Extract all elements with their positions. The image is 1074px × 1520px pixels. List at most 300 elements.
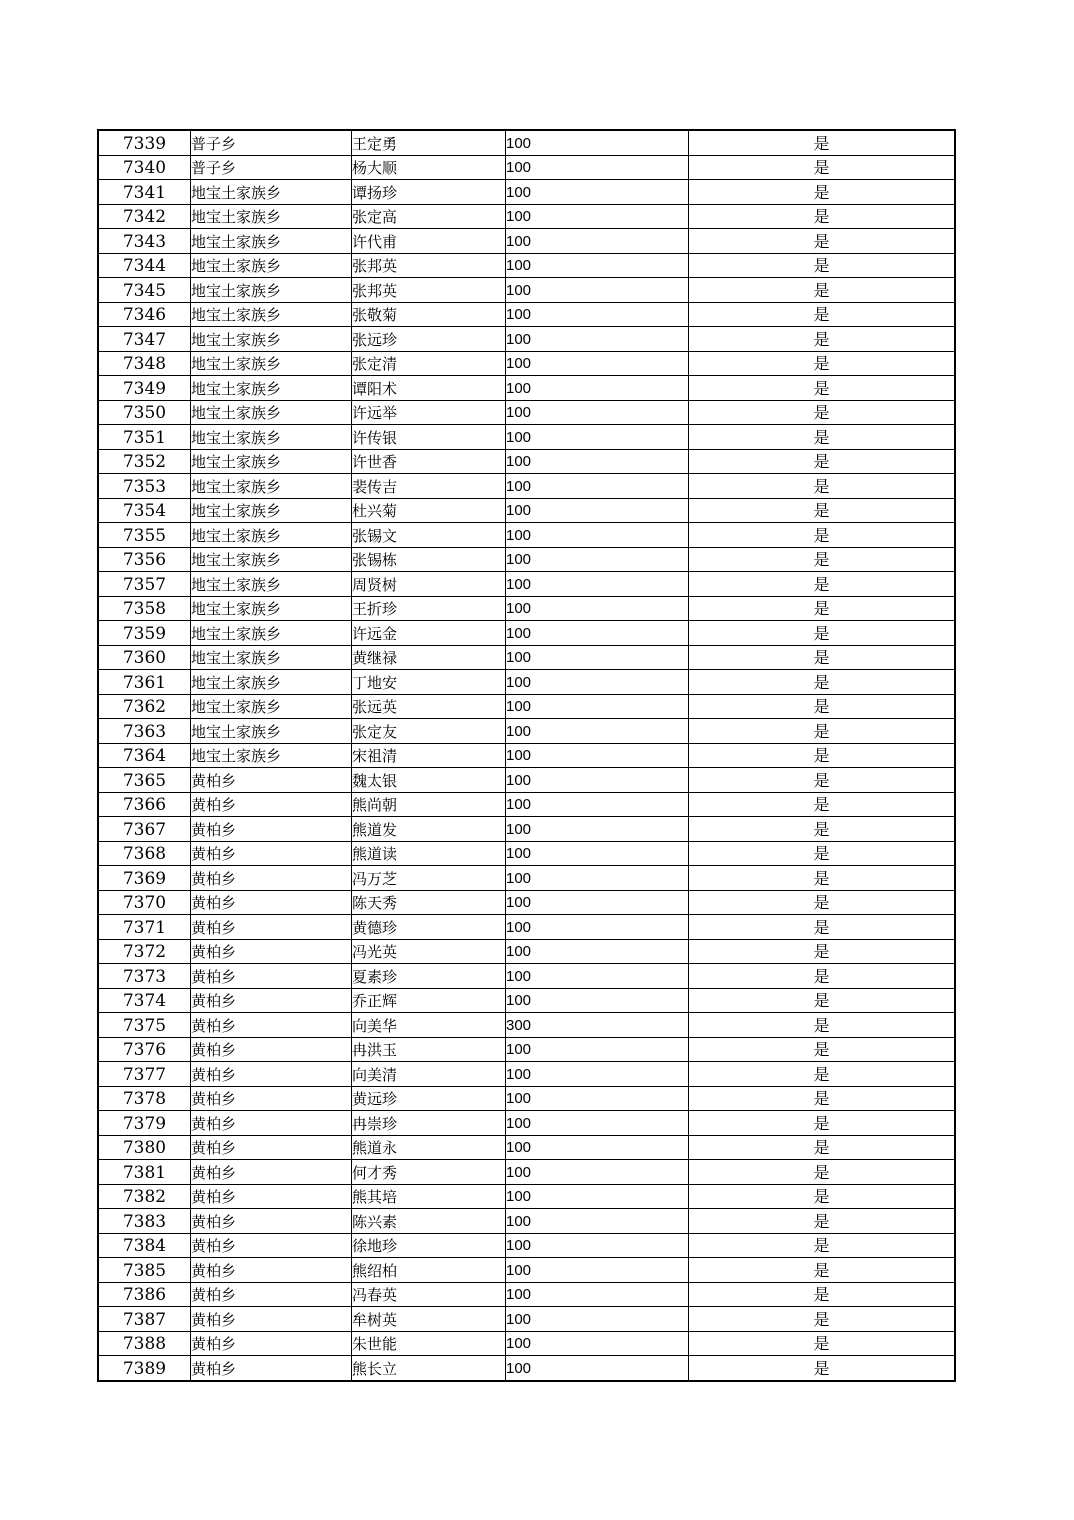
name-cell: 张敬菊 bbox=[352, 302, 506, 327]
amount-cell: 100 bbox=[506, 1160, 689, 1185]
name-cell: 冉洪玉 bbox=[352, 1037, 506, 1062]
status-cell: 是 bbox=[689, 964, 956, 989]
amount-cell: 100 bbox=[506, 694, 689, 719]
amount-cell: 100 bbox=[506, 327, 689, 352]
township-cell: 普子乡 bbox=[191, 130, 352, 155]
table-row bbox=[98, 1160, 955, 1185]
township-cell: 地宝土家族乡 bbox=[191, 645, 352, 670]
row-number-cell: 7373 bbox=[98, 964, 191, 989]
township-cell: 黄柏乡 bbox=[191, 841, 352, 866]
name-cell: 张邦英 bbox=[352, 253, 506, 278]
township-cell: 地宝土家族乡 bbox=[191, 229, 352, 254]
name-cell: 许远金 bbox=[352, 621, 506, 646]
amount-cell: 100 bbox=[506, 621, 689, 646]
amount-cell: 100 bbox=[506, 523, 689, 548]
name-cell: 冉崇珍 bbox=[352, 1111, 506, 1136]
amount-cell: 100 bbox=[506, 376, 689, 401]
amount-cell: 100 bbox=[506, 645, 689, 670]
name-cell: 张定清 bbox=[352, 351, 506, 376]
status-cell: 是 bbox=[689, 449, 956, 474]
name-cell: 何才秀 bbox=[352, 1160, 506, 1185]
table-row bbox=[98, 425, 955, 450]
table-row bbox=[98, 964, 955, 989]
name-cell: 陈天秀 bbox=[352, 890, 506, 915]
status-cell: 是 bbox=[689, 1282, 956, 1307]
amount-cell: 100 bbox=[506, 596, 689, 621]
name-cell: 黄继禄 bbox=[352, 645, 506, 670]
status-cell: 是 bbox=[689, 253, 956, 278]
township-cell: 黄柏乡 bbox=[191, 1135, 352, 1160]
amount-cell: 100 bbox=[506, 155, 689, 180]
township-cell: 黄柏乡 bbox=[191, 964, 352, 989]
amount-cell: 100 bbox=[506, 474, 689, 499]
row-number-cell: 7385 bbox=[98, 1258, 191, 1283]
amount-cell: 100 bbox=[506, 768, 689, 793]
table-row bbox=[98, 1062, 955, 1087]
township-cell: 黄柏乡 bbox=[191, 1184, 352, 1209]
row-number-cell: 7372 bbox=[98, 939, 191, 964]
table-row bbox=[98, 302, 955, 327]
row-number-cell: 7386 bbox=[98, 1282, 191, 1307]
township-cell: 黄柏乡 bbox=[191, 1013, 352, 1038]
amount-cell: 100 bbox=[506, 302, 689, 327]
amount-cell: 100 bbox=[506, 817, 689, 842]
township-cell: 黄柏乡 bbox=[191, 915, 352, 940]
row-number-cell: 7354 bbox=[98, 498, 191, 523]
table-row bbox=[98, 1111, 955, 1136]
table-row bbox=[98, 400, 955, 425]
name-cell: 裴传吉 bbox=[352, 474, 506, 499]
table-body bbox=[98, 130, 955, 1381]
name-cell: 许世香 bbox=[352, 449, 506, 474]
table-row bbox=[98, 719, 955, 744]
amount-cell: 100 bbox=[506, 841, 689, 866]
township-cell: 黄柏乡 bbox=[191, 939, 352, 964]
township-cell: 黄柏乡 bbox=[191, 1086, 352, 1111]
name-cell: 徐地珍 bbox=[352, 1233, 506, 1258]
row-number-cell: 7345 bbox=[98, 278, 191, 303]
township-cell: 地宝土家族乡 bbox=[191, 694, 352, 719]
name-cell: 冯春英 bbox=[352, 1282, 506, 1307]
township-cell: 地宝土家族乡 bbox=[191, 523, 352, 548]
row-number-cell: 7361 bbox=[98, 670, 191, 695]
status-cell: 是 bbox=[689, 1356, 956, 1381]
status-cell: 是 bbox=[689, 278, 956, 303]
amount-cell: 100 bbox=[506, 719, 689, 744]
township-cell: 地宝土家族乡 bbox=[191, 327, 352, 352]
township-cell: 地宝土家族乡 bbox=[191, 351, 352, 376]
row-number-cell: 7348 bbox=[98, 351, 191, 376]
row-number-cell: 7346 bbox=[98, 302, 191, 327]
status-cell: 是 bbox=[689, 1209, 956, 1234]
name-cell: 许远举 bbox=[352, 400, 506, 425]
status-cell: 是 bbox=[689, 890, 956, 915]
status-cell: 是 bbox=[689, 400, 956, 425]
township-cell: 黄柏乡 bbox=[191, 1160, 352, 1185]
table-row bbox=[98, 155, 955, 180]
amount-cell: 100 bbox=[506, 1184, 689, 1209]
table-row bbox=[98, 890, 955, 915]
name-cell: 熊尚朝 bbox=[352, 792, 506, 817]
row-number-cell: 7349 bbox=[98, 376, 191, 401]
amount-cell: 100 bbox=[506, 229, 689, 254]
name-cell: 张锡栋 bbox=[352, 547, 506, 572]
row-number-cell: 7347 bbox=[98, 327, 191, 352]
row-number-cell: 7358 bbox=[98, 596, 191, 621]
township-cell: 黄柏乡 bbox=[191, 890, 352, 915]
table-row bbox=[98, 915, 955, 940]
row-number-cell: 7382 bbox=[98, 1184, 191, 1209]
township-cell: 地宝土家族乡 bbox=[191, 302, 352, 327]
township-cell: 地宝土家族乡 bbox=[191, 253, 352, 278]
table-row bbox=[98, 572, 955, 597]
row-number-cell: 7366 bbox=[98, 792, 191, 817]
row-number-cell: 7353 bbox=[98, 474, 191, 499]
status-cell: 是 bbox=[689, 1258, 956, 1283]
amount-cell: 100 bbox=[506, 572, 689, 597]
row-number-cell: 7363 bbox=[98, 719, 191, 744]
name-cell: 张远英 bbox=[352, 694, 506, 719]
amount-cell: 100 bbox=[506, 1135, 689, 1160]
table-row bbox=[98, 743, 955, 768]
table-row bbox=[98, 327, 955, 352]
status-cell: 是 bbox=[689, 180, 956, 205]
table-row bbox=[98, 1233, 955, 1258]
status-cell: 是 bbox=[689, 204, 956, 229]
table-row bbox=[98, 1184, 955, 1209]
township-cell: 黄柏乡 bbox=[191, 817, 352, 842]
name-cell: 黄德珍 bbox=[352, 915, 506, 940]
amount-cell: 100 bbox=[506, 1037, 689, 1062]
table-row bbox=[98, 866, 955, 891]
township-cell: 地宝土家族乡 bbox=[191, 376, 352, 401]
row-number-cell: 7374 bbox=[98, 988, 191, 1013]
table-row bbox=[98, 498, 955, 523]
row-number-cell: 7340 bbox=[98, 155, 191, 180]
amount-cell: 100 bbox=[506, 180, 689, 205]
township-cell: 黄柏乡 bbox=[191, 792, 352, 817]
name-cell: 丁地安 bbox=[352, 670, 506, 695]
amount-cell: 100 bbox=[506, 670, 689, 695]
township-cell: 地宝土家族乡 bbox=[191, 204, 352, 229]
row-number-cell: 7341 bbox=[98, 180, 191, 205]
township-cell: 黄柏乡 bbox=[191, 1307, 352, 1332]
township-cell: 地宝土家族乡 bbox=[191, 449, 352, 474]
township-cell: 黄柏乡 bbox=[191, 988, 352, 1013]
table-row bbox=[98, 1331, 955, 1356]
row-number-cell: 7360 bbox=[98, 645, 191, 670]
row-number-cell: 7339 bbox=[98, 130, 191, 155]
row-number-cell: 7356 bbox=[98, 547, 191, 572]
table-row bbox=[98, 939, 955, 964]
status-cell: 是 bbox=[689, 327, 956, 352]
table-row bbox=[98, 1013, 955, 1038]
status-cell: 是 bbox=[689, 1184, 956, 1209]
amount-cell: 100 bbox=[506, 939, 689, 964]
name-cell: 谭扬珍 bbox=[352, 180, 506, 205]
name-cell: 冯光英 bbox=[352, 939, 506, 964]
table-row bbox=[98, 694, 955, 719]
amount-cell: 100 bbox=[506, 988, 689, 1013]
table-row bbox=[98, 253, 955, 278]
table-row bbox=[98, 1282, 955, 1307]
name-cell: 杨大顺 bbox=[352, 155, 506, 180]
status-cell: 是 bbox=[689, 719, 956, 744]
amount-cell: 100 bbox=[506, 1233, 689, 1258]
status-cell: 是 bbox=[689, 866, 956, 891]
row-number-cell: 7368 bbox=[98, 841, 191, 866]
row-number-cell: 7364 bbox=[98, 743, 191, 768]
township-cell: 普子乡 bbox=[191, 155, 352, 180]
township-cell: 地宝土家族乡 bbox=[191, 670, 352, 695]
status-cell: 是 bbox=[689, 694, 956, 719]
name-cell: 朱世能 bbox=[352, 1331, 506, 1356]
township-cell: 地宝土家族乡 bbox=[191, 474, 352, 499]
township-cell: 黄柏乡 bbox=[191, 1282, 352, 1307]
status-cell: 是 bbox=[689, 130, 956, 155]
name-cell: 陈兴素 bbox=[352, 1209, 506, 1234]
township-cell: 地宝土家族乡 bbox=[191, 596, 352, 621]
name-cell: 周贤树 bbox=[352, 572, 506, 597]
amount-cell: 100 bbox=[506, 1111, 689, 1136]
name-cell: 熊道读 bbox=[352, 841, 506, 866]
name-cell: 杜兴菊 bbox=[352, 498, 506, 523]
table-row bbox=[98, 792, 955, 817]
table-row bbox=[98, 645, 955, 670]
table-row bbox=[98, 204, 955, 229]
row-number-cell: 7357 bbox=[98, 572, 191, 597]
status-cell: 是 bbox=[689, 743, 956, 768]
township-cell: 黄柏乡 bbox=[191, 1062, 352, 1087]
amount-cell: 100 bbox=[506, 1209, 689, 1234]
status-cell: 是 bbox=[689, 498, 956, 523]
amount-cell: 100 bbox=[506, 351, 689, 376]
amount-cell: 100 bbox=[506, 1356, 689, 1381]
status-cell: 是 bbox=[689, 1307, 956, 1332]
table-row bbox=[98, 988, 955, 1013]
amount-cell: 100 bbox=[506, 866, 689, 891]
row-number-cell: 7355 bbox=[98, 523, 191, 548]
row-number-cell: 7359 bbox=[98, 621, 191, 646]
township-cell: 地宝土家族乡 bbox=[191, 425, 352, 450]
row-number-cell: 7379 bbox=[98, 1111, 191, 1136]
name-cell: 宋祖清 bbox=[352, 743, 506, 768]
amount-cell: 100 bbox=[506, 253, 689, 278]
status-cell: 是 bbox=[689, 523, 956, 548]
status-cell: 是 bbox=[689, 817, 956, 842]
status-cell: 是 bbox=[689, 229, 956, 254]
row-number-cell: 7378 bbox=[98, 1086, 191, 1111]
name-cell: 熊道发 bbox=[352, 817, 506, 842]
table-row bbox=[98, 449, 955, 474]
township-cell: 地宝土家族乡 bbox=[191, 180, 352, 205]
amount-cell: 100 bbox=[506, 449, 689, 474]
table-row bbox=[98, 1258, 955, 1283]
status-cell: 是 bbox=[689, 915, 956, 940]
amount-cell: 100 bbox=[506, 1258, 689, 1283]
township-cell: 地宝土家族乡 bbox=[191, 719, 352, 744]
name-cell: 许传银 bbox=[352, 425, 506, 450]
table-row bbox=[98, 351, 955, 376]
table-row bbox=[98, 180, 955, 205]
name-cell: 张锡文 bbox=[352, 523, 506, 548]
name-cell: 黄远珍 bbox=[352, 1086, 506, 1111]
table-row bbox=[98, 229, 955, 254]
status-cell: 是 bbox=[689, 474, 956, 499]
amount-cell: 100 bbox=[506, 1282, 689, 1307]
amount-cell: 100 bbox=[506, 890, 689, 915]
township-cell: 地宝土家族乡 bbox=[191, 547, 352, 572]
township-cell: 地宝土家族乡 bbox=[191, 400, 352, 425]
amount-cell: 100 bbox=[506, 1331, 689, 1356]
table-row bbox=[98, 523, 955, 548]
table-row bbox=[98, 670, 955, 695]
amount-cell: 100 bbox=[506, 1307, 689, 1332]
name-cell: 张邦英 bbox=[352, 278, 506, 303]
table-row bbox=[98, 1356, 955, 1381]
row-number-cell: 7367 bbox=[98, 817, 191, 842]
table-row bbox=[98, 596, 955, 621]
row-number-cell: 7380 bbox=[98, 1135, 191, 1160]
table-row bbox=[98, 474, 955, 499]
name-cell: 许代甫 bbox=[352, 229, 506, 254]
township-cell: 地宝土家族乡 bbox=[191, 743, 352, 768]
township-cell: 黄柏乡 bbox=[191, 1233, 352, 1258]
amount-cell: 100 bbox=[506, 915, 689, 940]
data-table bbox=[97, 129, 956, 1382]
row-number-cell: 7370 bbox=[98, 890, 191, 915]
name-cell: 冯万芝 bbox=[352, 866, 506, 891]
row-number-cell: 7362 bbox=[98, 694, 191, 719]
table-row bbox=[98, 130, 955, 155]
row-number-cell: 7375 bbox=[98, 1013, 191, 1038]
row-number-cell: 7344 bbox=[98, 253, 191, 278]
row-number-cell: 7369 bbox=[98, 866, 191, 891]
township-cell: 黄柏乡 bbox=[191, 1111, 352, 1136]
row-number-cell: 7387 bbox=[98, 1307, 191, 1332]
status-cell: 是 bbox=[689, 1160, 956, 1185]
status-cell: 是 bbox=[689, 670, 956, 695]
name-cell: 谭阳术 bbox=[352, 376, 506, 401]
name-cell: 牟树英 bbox=[352, 1307, 506, 1332]
row-number-cell: 7352 bbox=[98, 449, 191, 474]
status-cell: 是 bbox=[689, 792, 956, 817]
status-cell: 是 bbox=[689, 1013, 956, 1038]
township-cell: 黄柏乡 bbox=[191, 1258, 352, 1283]
amount-cell: 100 bbox=[506, 498, 689, 523]
row-number-cell: 7371 bbox=[98, 915, 191, 940]
amount-cell: 100 bbox=[506, 792, 689, 817]
row-number-cell: 7381 bbox=[98, 1160, 191, 1185]
name-cell: 张定高 bbox=[352, 204, 506, 229]
name-cell: 魏太银 bbox=[352, 768, 506, 793]
table-row bbox=[98, 841, 955, 866]
amount-cell: 100 bbox=[506, 1086, 689, 1111]
table-row bbox=[98, 278, 955, 303]
status-cell: 是 bbox=[689, 425, 956, 450]
township-cell: 地宝土家族乡 bbox=[191, 572, 352, 597]
amount-cell: 300 bbox=[506, 1013, 689, 1038]
status-cell: 是 bbox=[689, 351, 956, 376]
status-cell: 是 bbox=[689, 1135, 956, 1160]
status-cell: 是 bbox=[689, 621, 956, 646]
name-cell: 向美华 bbox=[352, 1013, 506, 1038]
township-cell: 黄柏乡 bbox=[191, 1209, 352, 1234]
row-number-cell: 7383 bbox=[98, 1209, 191, 1234]
amount-cell: 100 bbox=[506, 964, 689, 989]
status-cell: 是 bbox=[689, 547, 956, 572]
status-cell: 是 bbox=[689, 572, 956, 597]
table-row bbox=[98, 1307, 955, 1332]
row-number-cell: 7343 bbox=[98, 229, 191, 254]
amount-cell: 100 bbox=[506, 743, 689, 768]
name-cell: 张远珍 bbox=[352, 327, 506, 352]
row-number-cell: 7351 bbox=[98, 425, 191, 450]
name-cell: 熊其培 bbox=[352, 1184, 506, 1209]
amount-cell: 100 bbox=[506, 278, 689, 303]
status-cell: 是 bbox=[689, 1233, 956, 1258]
status-cell: 是 bbox=[689, 1062, 956, 1087]
table-row bbox=[98, 1209, 955, 1234]
status-cell: 是 bbox=[689, 988, 956, 1013]
status-cell: 是 bbox=[689, 939, 956, 964]
status-cell: 是 bbox=[689, 1086, 956, 1111]
row-number-cell: 7376 bbox=[98, 1037, 191, 1062]
status-cell: 是 bbox=[689, 155, 956, 180]
township-cell: 黄柏乡 bbox=[191, 768, 352, 793]
township-cell: 地宝土家族乡 bbox=[191, 278, 352, 303]
status-cell: 是 bbox=[689, 1111, 956, 1136]
name-cell: 熊绍柏 bbox=[352, 1258, 506, 1283]
status-cell: 是 bbox=[689, 302, 956, 327]
name-cell: 熊道永 bbox=[352, 1135, 506, 1160]
table-row bbox=[98, 1037, 955, 1062]
name-cell: 夏素珍 bbox=[352, 964, 506, 989]
row-number-cell: 7384 bbox=[98, 1233, 191, 1258]
name-cell: 王折珍 bbox=[352, 596, 506, 621]
row-number-cell: 7342 bbox=[98, 204, 191, 229]
table-row bbox=[98, 817, 955, 842]
amount-cell: 100 bbox=[506, 400, 689, 425]
township-cell: 地宝土家族乡 bbox=[191, 498, 352, 523]
status-cell: 是 bbox=[689, 1037, 956, 1062]
status-cell: 是 bbox=[689, 596, 956, 621]
status-cell: 是 bbox=[689, 841, 956, 866]
amount-cell: 100 bbox=[506, 547, 689, 572]
status-cell: 是 bbox=[689, 376, 956, 401]
table-row bbox=[98, 1135, 955, 1160]
row-number-cell: 7365 bbox=[98, 768, 191, 793]
amount-cell: 100 bbox=[506, 425, 689, 450]
table-row bbox=[98, 621, 955, 646]
township-cell: 地宝土家族乡 bbox=[191, 621, 352, 646]
name-cell: 王定勇 bbox=[352, 130, 506, 155]
name-cell: 向美清 bbox=[352, 1062, 506, 1087]
table-row bbox=[98, 768, 955, 793]
township-cell: 黄柏乡 bbox=[191, 1356, 352, 1381]
row-number-cell: 7388 bbox=[98, 1331, 191, 1356]
row-number-cell: 7389 bbox=[98, 1356, 191, 1381]
table-row bbox=[98, 376, 955, 401]
township-cell: 黄柏乡 bbox=[191, 1037, 352, 1062]
row-number-cell: 7350 bbox=[98, 400, 191, 425]
status-cell: 是 bbox=[689, 645, 956, 670]
table-row bbox=[98, 547, 955, 572]
township-cell: 黄柏乡 bbox=[191, 1331, 352, 1356]
amount-cell: 100 bbox=[506, 1062, 689, 1087]
table-row bbox=[98, 1086, 955, 1111]
row-number-cell: 7377 bbox=[98, 1062, 191, 1087]
